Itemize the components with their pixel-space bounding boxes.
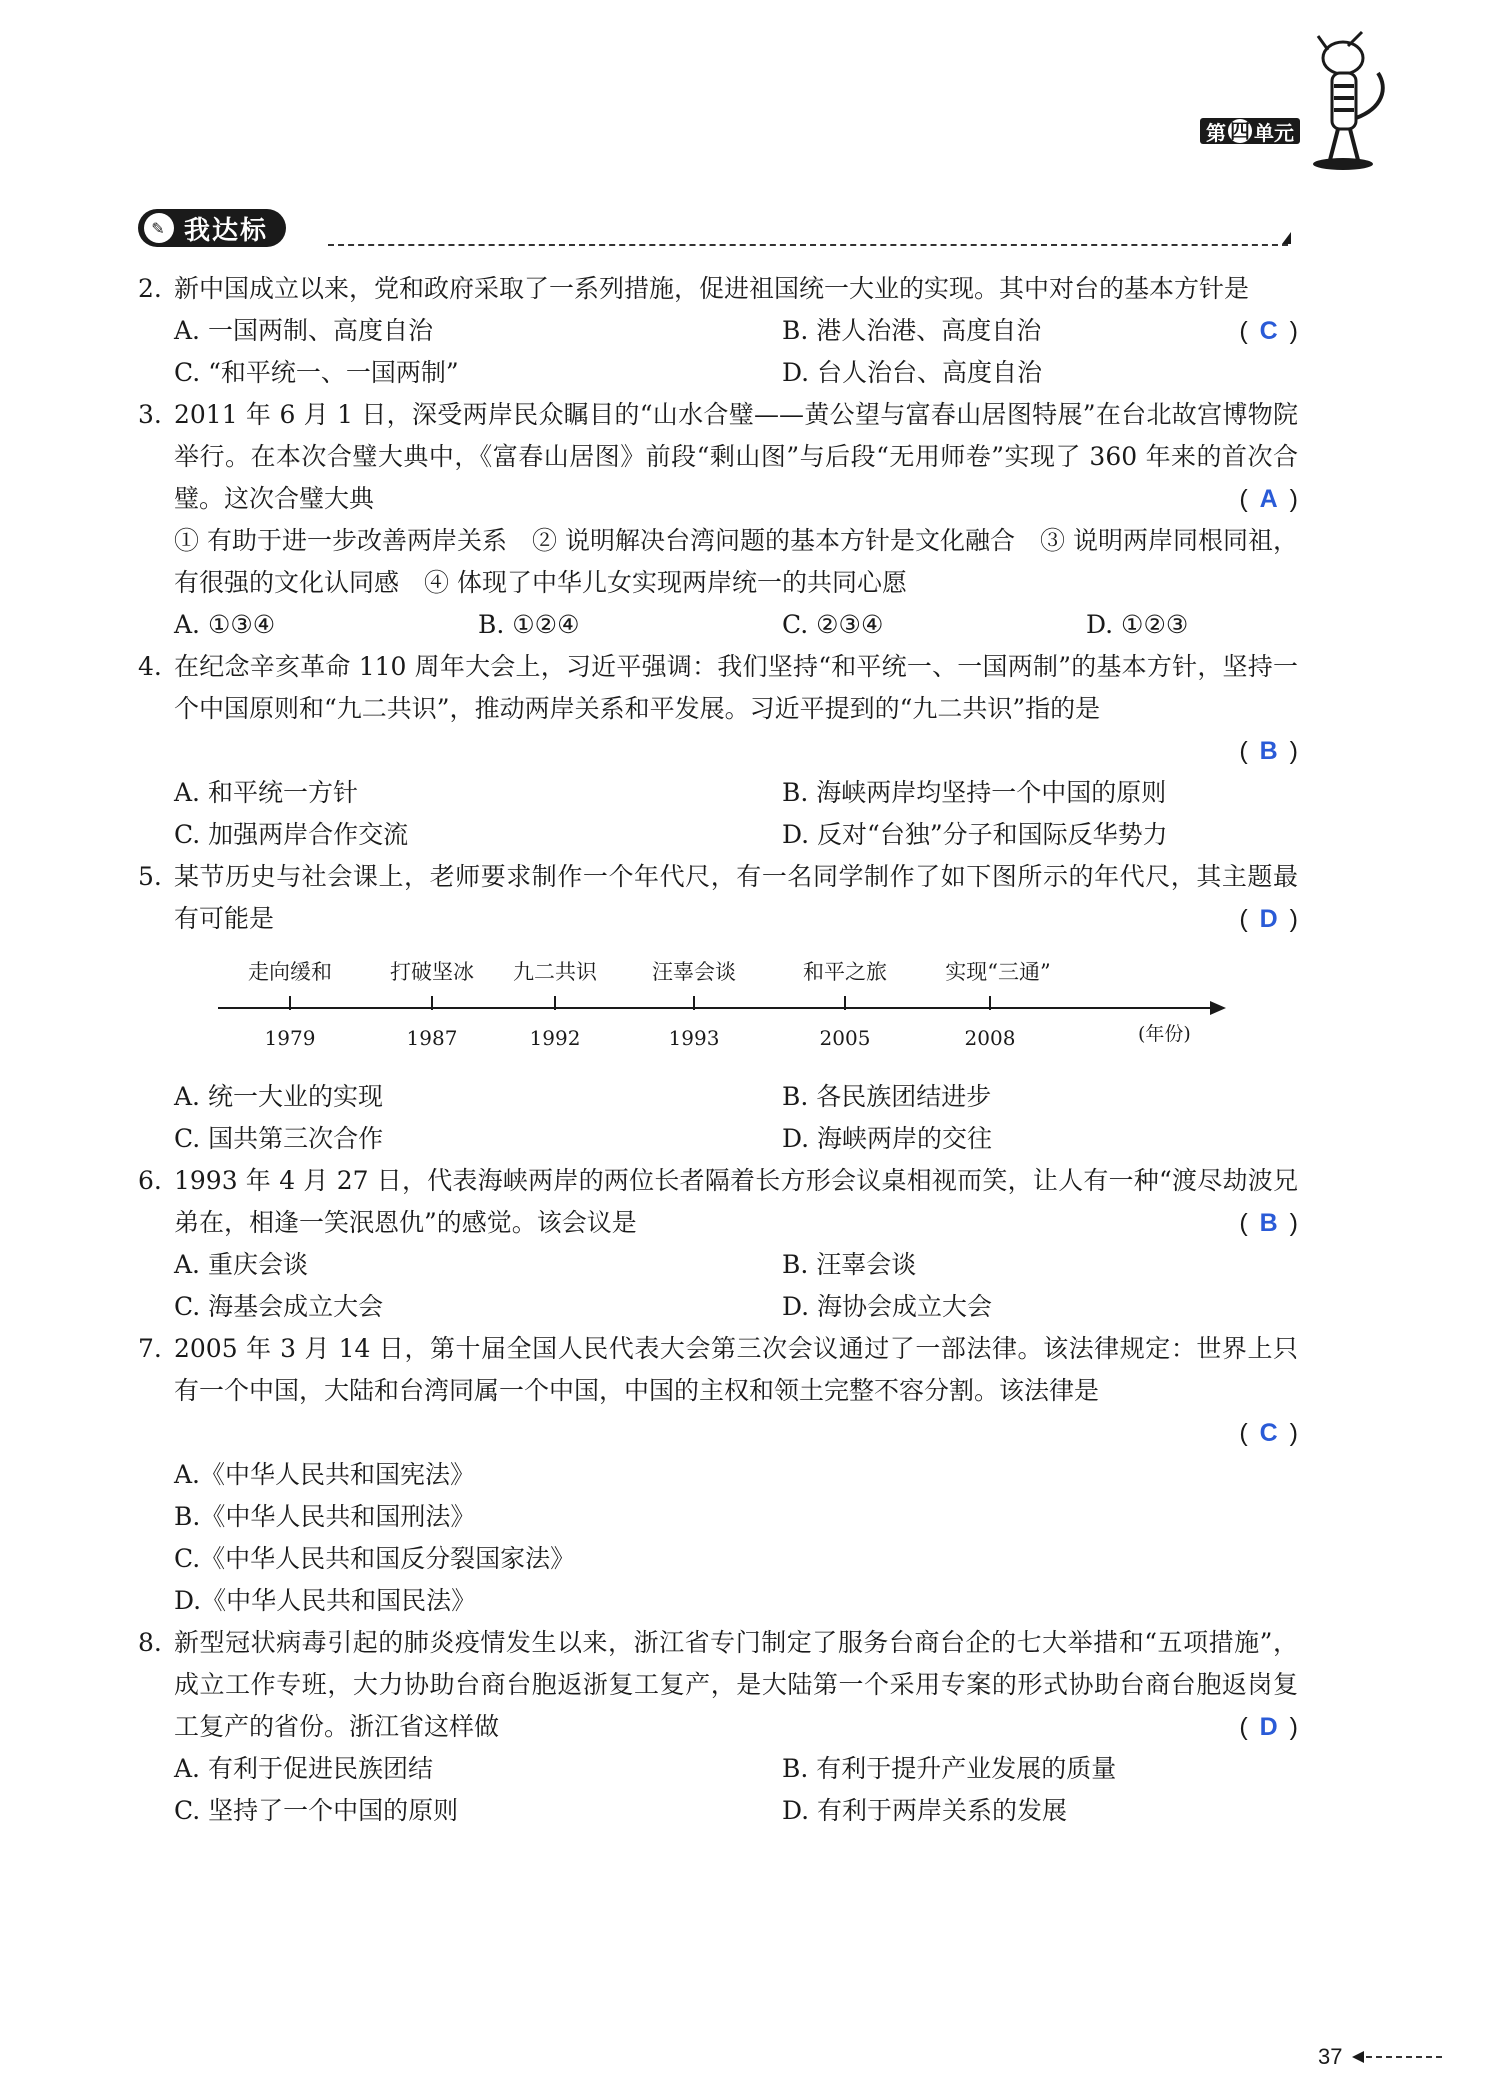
question-text: 2005 年 3 月 14 日，第十届全国人民代表大会第三次会议通过了一部法律。该法律规定：世界上只有一个中国，大陆和台湾同属一个中国，中国的主权和领土完整不容分割。该法律是 [174,1334,1298,1405]
question-number: 8. [138,1628,162,1657]
answer-bracket [1239,1706,1298,1748]
option-c: C. “和平统一、一国两制” [174,358,459,387]
option-grid [138,1244,1298,1328]
timeline-tick [289,996,291,1010]
answer-bracket [1239,478,1298,520]
answer-letter: B [1259,1209,1278,1237]
paren-open: ( [1239,905,1248,933]
question-list [138,268,1298,1832]
question-stem [138,394,1298,520]
answer-letter: A [1259,485,1278,513]
timeline-tick [554,996,556,1010]
pencil-icon: ✎ [144,213,174,243]
paren-close: ) [1289,1209,1298,1237]
question-text: 2011 年 6 月 1 日，深受两岸民众瞩目的“山水合璧——黄公望与富春山居图特展”在台北故宫博物院举行。在本次合璧大典中，《富春山居图》前段“剩山图”与后段“无用师卷”实现了 360 年来的首次合璧。这次合璧大典 [174,400,1298,513]
paren-close: ) [1289,905,1298,933]
option-c: C. 国共第三次合作 [174,1124,384,1153]
option-grid [138,772,1298,856]
timeline-event-label: 打破坚冰 [390,960,474,984]
paren-close: ) [1289,1713,1298,1741]
section-pill [138,209,286,247]
option-b: B. 各民族团结进步 [782,1082,992,1111]
question-stem [138,1622,1298,1748]
question-number: 5. [138,862,162,891]
unit-prefix: 第 [1206,120,1226,145]
section-divider [328,244,1288,246]
question-stem [138,856,1298,940]
question-5 [138,856,1298,1160]
question-8 [138,1622,1298,1832]
footer-arrow-icon [1352,2052,1442,2062]
paren-close: ) [1289,317,1298,345]
option-b: B. 汪辜会谈 [782,1250,917,1279]
question-3 [138,394,1298,646]
timeline-tick [431,996,433,1010]
question-text: 新中国成立以来，党和政府采取了一系列措施，促进祖国统一大业的实现。其中对台的基本方针是 [174,274,1250,303]
timeline-unit-label: (年份) [1138,1023,1191,1045]
option-d: D.《中华人民共和国民法》 [174,1586,477,1615]
timeline-tick [989,996,991,1010]
answer-letter: D [1259,905,1278,933]
timeline-year: 1987 [406,1026,458,1050]
question-number: 6. [138,1166,162,1195]
tiger-mascot-icon [1288,28,1398,173]
question-number: 7. [138,1334,162,1363]
page-number: 37 [1318,2044,1343,2069]
option-c: C. 加强两岸合作交流 [174,820,409,849]
answer-bracket [138,730,1298,772]
option-c: C. ②③④ [782,610,884,639]
option-c: C. 坚持了一个中国的原则 [174,1796,459,1825]
option-b: B. ①②④ [478,610,580,639]
unit-suffix: 单元 [1254,120,1294,145]
timeline-event-label: 九二共识 [513,960,597,984]
option-a: A. ①③④ [174,610,276,639]
timeline-event-label: 汪辜会谈 [652,960,736,984]
paren-close: ) [1289,737,1298,765]
answer-letter: C [1259,1419,1278,1447]
page-footer [1318,2044,1442,2070]
question-stem [138,1328,1298,1412]
option-a: A. 一国两制、高度自治 [174,316,433,345]
question-4 [138,646,1298,856]
answer-bracket [138,1412,1298,1454]
timeline-year: 2008 [964,1026,1016,1050]
question-number: 4. [138,652,162,681]
section-heading [138,208,286,248]
question-stem [138,646,1298,730]
timeline-year: 1979 [264,1026,316,1050]
question-number: 2. [138,274,162,303]
paren-open: ( [1239,317,1248,345]
question-text: 在纪念辛亥革命 110 周年大会上，习近平强调：我们坚持“和平统一、一国两制”的基本方针，坚持一个中国原则和“九二共识”，推动两岸关系和平发展。习近平提到的“九二共识”指的是 [174,652,1298,723]
answer-bracket [1239,898,1298,940]
timeline-ruler [138,948,1298,1076]
paren-open: ( [1239,1209,1248,1237]
timeline-axis [218,1007,1218,1009]
answer-letter: C [1259,317,1278,345]
option-a: A. 统一大业的实现 [174,1082,383,1111]
option-b: B. 海峡两岸均坚持一个中国的原则 [782,778,1167,807]
option-d: D. 有利于两岸关系的发展 [782,1796,1068,1825]
question-number: 3. [138,400,162,429]
timeline-arrow-icon [1210,1001,1226,1015]
question-stem [138,1160,1298,1244]
option-grid [138,1076,1298,1160]
option-d: D. 海协会成立大会 [782,1292,993,1321]
timeline-event-label: 和平之旅 [803,960,887,984]
option-grid [138,1748,1298,1832]
question-text: 新型冠状病毒引起的肺炎疫情发生以来，浙江省专门制定了服务台商台企的七大举措和“五项措施”，成立工作专班，大力协助台商台胞返浙复工复产，是大陆第一个采用专案的形式协助台商台胞返岗复工复产的省份。浙江省这样做 [174,1628,1298,1741]
question-6 [138,1160,1298,1328]
option-a: A. 有利于促进民族团结 [174,1754,433,1783]
timeline-year: 2005 [819,1026,871,1050]
option-b: B. 港人治港、高度自治 [782,316,1042,345]
question-7 [138,1328,1298,1622]
answer-bracket [1239,310,1298,352]
paren-open: ( [1239,485,1248,513]
section-title: 我达标 [184,215,269,246]
option-a: A.《中华人民共和国宪法》 [174,1460,476,1489]
option-c: C.《中华人民共和国反分裂国家法》 [174,1544,576,1573]
option-grid [138,604,1298,646]
divider-arrow-icon [1282,232,1291,244]
option-c: C. 海基会成立大会 [174,1292,384,1321]
paren-open: ( [1239,737,1248,765]
timeline-year: 1992 [529,1026,581,1050]
question-text: 1993 年 4 月 27 日，代表海峡两岸的两位长者隔着长方形会议桌相视而笑，让人有一种“渡尽劫波兄弟在，相逢一笑泯恩仇”的感觉。该会议是 [174,1166,1298,1237]
paren-close: ) [1289,1419,1298,1447]
question-2 [138,268,1298,394]
option-grid [138,310,1239,394]
option-d: D. 海峡两岸的交往 [782,1124,993,1153]
timeline-tick [844,996,846,1010]
option-b: B.《中华人民共和国刑法》 [174,1502,476,1531]
option-a: A. 和平统一方针 [174,778,358,807]
option-grid [138,1454,1298,1622]
timeline-tick [693,996,695,1010]
option-d: D. ①②③ [1086,610,1189,639]
paren-open: ( [1239,1713,1248,1741]
option-a: A. 重庆会谈 [174,1250,308,1279]
answer-bracket [1239,1202,1298,1244]
timeline-event-label: 走向缓和 [248,960,332,984]
unit-badge [1200,118,1300,144]
answer-letter: B [1259,737,1278,765]
option-d: D. 反对“台独”分子和国际反华势力 [782,820,1168,849]
paren-open: ( [1239,1419,1248,1447]
timeline-year: 1993 [668,1026,720,1050]
statement-list: ① 有助于进一步改善两岸关系 ② 说明解决台湾问题的基本方针是文化融合 ③ 说明两岸同根同祖，有很强的文化认同感 ④ 体现了中华儿女实现两岸统一的共同心愿 [174,526,1298,597]
timeline-event-label: 实现“三通” [945,960,1051,984]
option-d: D. 台人治台、高度自治 [782,358,1043,387]
answer-letter: D [1259,1713,1278,1741]
option-b: B. 有利于提升产业发展的质量 [782,1754,1117,1783]
question-text: 某节历史与社会课上，老师要求制作一个年代尺，有一名同学制作了如下图所示的年代尺，其主题最有可能是 [174,862,1298,933]
paren-close: ) [1289,485,1298,513]
unit-number: 四 [1230,119,1250,143]
